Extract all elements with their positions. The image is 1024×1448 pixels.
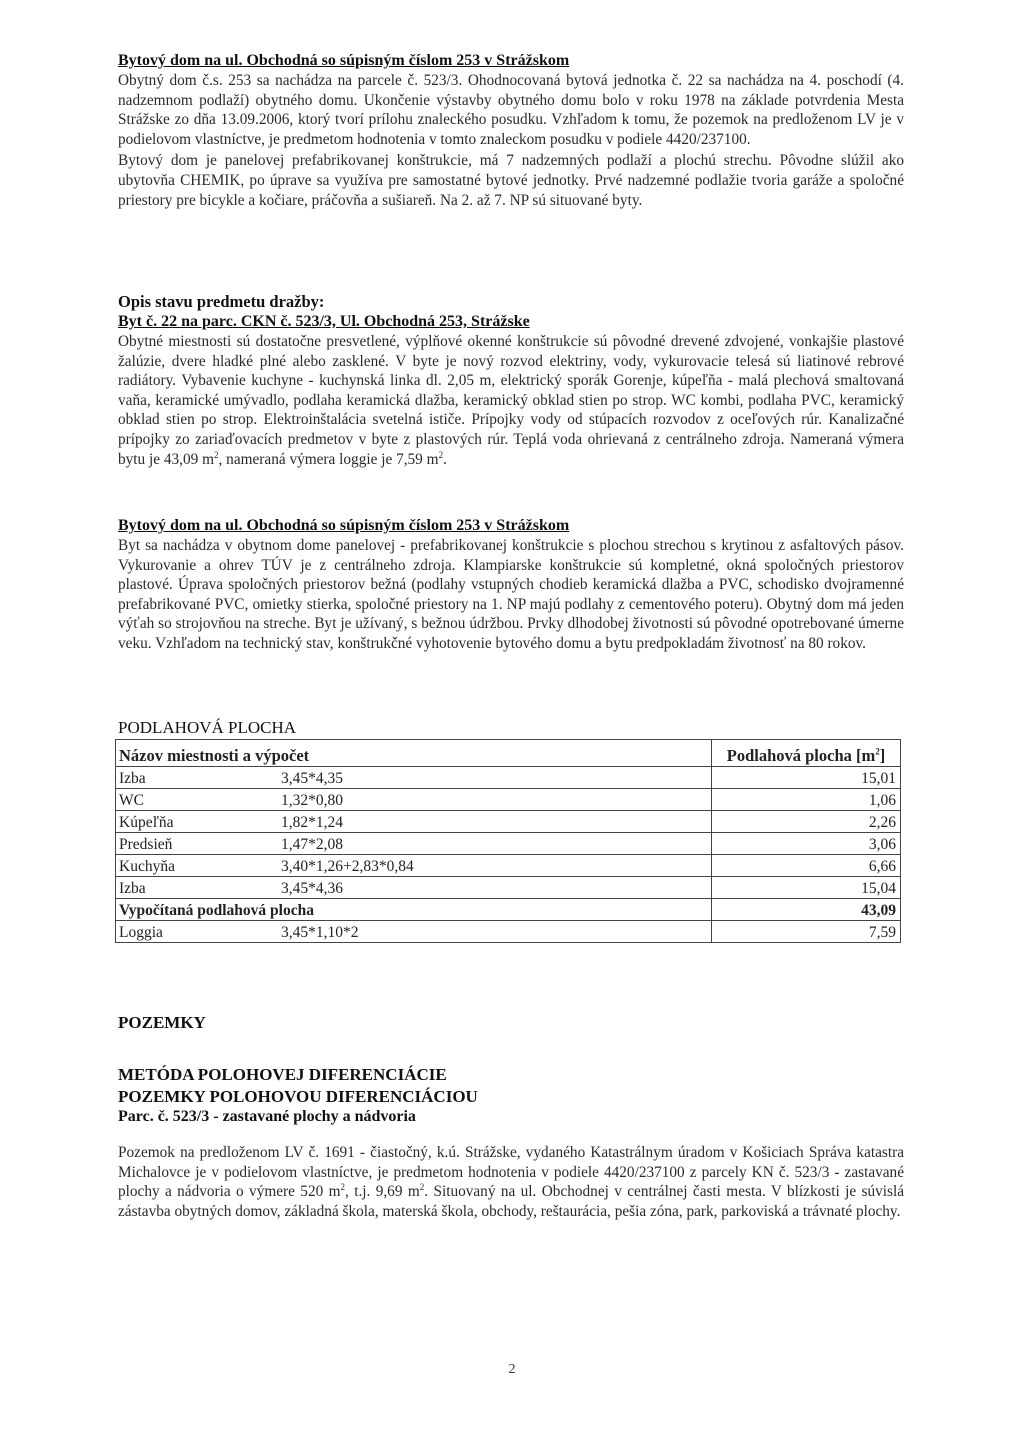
paragraph: Obytný dom č.s. 253 sa nachádza na parcele č. 523/3. Ohodnocovaná bytová jednotka č. 22 sa nachádza na 4. poschodí (4. nadzemnom podlaží) obytného domu. Ukončenie výstavby obytného domu bolo v roku 1978 na základe potvrdenia Mesta Strážske zo dňa 13.09.2006, ktorý tvorí prílohu znaleckého posudku. Vzhľadom k tomu, že pozemok na predloženom LV je v podielovom vlastníctve, je predmetom hodnotenia v tomto znaleckom posudku v podiele 4420/237100. xyxy=(118,72,904,148)
floor-area-title: PODLAHOVÁ PLOCHA xyxy=(118,718,297,737)
method-title: METÓDA POLOHOVEJ DIFERENCIÁCIE xyxy=(118,1065,447,1084)
room-calc: 3,45*1,10*2 xyxy=(281,924,359,941)
floor-area-title-wrap xyxy=(118,717,904,738)
room-area: 7,59 xyxy=(712,921,901,943)
column-header: Názov miestnosti a výpočet xyxy=(116,740,712,767)
room-area: 15,01 xyxy=(712,767,901,789)
room-cell xyxy=(116,767,712,789)
table-row xyxy=(116,767,901,789)
section-heading: Bytový dom na ul. Obchodná so súpisným číslom 253 v Strážskom xyxy=(118,52,570,69)
room-calc: 3,40*1,26+2,83*0,84 xyxy=(281,858,414,875)
method-subtitle: POZEMKY POLOHOVOU DIFERENCIÁCIOU xyxy=(118,1087,478,1106)
table-row xyxy=(116,789,901,811)
room-calc: 3,45*4,36 xyxy=(281,880,343,897)
header-text: Podlahová plocha [m xyxy=(726,746,876,765)
room-name: WC xyxy=(119,792,144,809)
room-name: Predsieň xyxy=(119,836,173,853)
room-cell xyxy=(116,811,712,833)
superscript: 2 xyxy=(214,449,219,460)
superscript: 2 xyxy=(438,449,444,460)
total-value: 43,09 xyxy=(712,899,901,921)
section-auction-state xyxy=(118,292,904,469)
section-building-description xyxy=(118,516,904,654)
total-row xyxy=(116,899,901,921)
room-name: Kuchyňa xyxy=(119,858,175,875)
room-area: 6,66 xyxy=(712,855,901,877)
paragraph xyxy=(118,1143,904,1221)
superscript: 2 xyxy=(340,1182,345,1193)
table-row xyxy=(116,811,901,833)
header-text: ] xyxy=(879,746,886,765)
room-calc: 3,45*4,35 xyxy=(281,770,343,787)
room-cell xyxy=(116,877,712,899)
text: . Situovaný na ul. Obchodnej v centrálnej časti mesta. V blízkosti je súvislá zástavba obytných domov, základná škola, materská škola, obchody, reštaurácia, pešia zóna, park, parkoviská a trávnaté plochy. xyxy=(118,1183,904,1220)
text: Pozemok na predloženom LV č. 1691 - čiastočný, k.ú. Strážske, vydaného Katastrálnym úradom v Košiciach Správa katastra Michalovce je v podielovom vlastníctve, je predmetom hodnotenia v podiele 4420/237100 z parcely KN č. 523/3 - zastavané plochy a nádvoria o výmere 520 m xyxy=(118,1144,904,1201)
section-heading: Opis stavu predmetu dražby: xyxy=(118,292,325,311)
room-area: 2,26 xyxy=(712,811,901,833)
room-name: Kúpeľňa xyxy=(119,814,174,831)
room-area: 15,04 xyxy=(712,877,901,899)
room-cell xyxy=(116,833,712,855)
superscript: 2 xyxy=(419,1182,425,1193)
floor-area-table xyxy=(115,739,901,943)
text: Obytné miestnosti sú dostatočne presvetlené, výplňové okenné konštrukcie sú pôvodné drevené zdvojené, vonkajšie plastové žalúzie, dvere hladké plné alebo zasklené. V byte je nový rozvod elektriny, vody, vykurovacie telesá sú liatinové rebrové radiátory. Vybavenie kuchyne - kuchynská linka dl. 2,05 m, elektrický sporák Gorenje, kúpeľňa - malá plechová smaltovaná vaňa, keramické umývadlo, podlaha keramická dlažba, keramický obklad stien po strop. WC kombi, podlaha PVC, keramický obklad stien po strop. Elektroinštalácia svetelná ističe. Prípojky vody od stúpacích rozvodov z oceľových rúr. Kanalizačné prípojky zo zariaďovacích predmetov v byte z plastových rúr. Teplá voda ohrievaná z centrálneho zdroja. Nameraná výmera bytu je 43,09 m xyxy=(118,333,904,468)
paragraph xyxy=(118,332,904,469)
room-area: 3,06 xyxy=(712,833,901,855)
text: , nameraná výmera loggie je 7,59 m xyxy=(218,450,439,468)
table-row xyxy=(116,921,901,943)
room-cell xyxy=(116,855,712,877)
table-header-row xyxy=(116,740,901,767)
land-description xyxy=(118,1143,904,1221)
parcel-line: Parc. č. 523/3 - zastavané plochy a nádvoria xyxy=(118,1108,416,1125)
text: . xyxy=(443,450,447,468)
superscript: 2 xyxy=(875,746,880,757)
column-header xyxy=(712,740,901,767)
land-title: POZEMKY xyxy=(118,1013,206,1032)
total-label: Vypočítaná podlahová plocha xyxy=(116,899,712,921)
page-number: 2 xyxy=(508,1362,516,1377)
table-row xyxy=(116,833,901,855)
room-name: Loggia xyxy=(119,924,163,941)
land-method xyxy=(118,1065,904,1127)
room-calc: 1,47*2,08 xyxy=(281,836,343,853)
room-name: Izba xyxy=(119,770,146,787)
text: , t.j. 9,69 m xyxy=(345,1183,420,1201)
table-row xyxy=(116,855,901,877)
room-calc: 1,82*1,24 xyxy=(281,814,343,831)
flat-subheading: Byt č. 22 na parc. CKN č. 523/3, Ul. Obchodná 253, Strážske xyxy=(118,313,530,330)
room-calc: 1,32*0,80 xyxy=(281,792,343,809)
section-building-intro xyxy=(118,51,904,210)
land-title-wrap xyxy=(118,1013,904,1033)
paragraph: Bytový dom je panelovej prefabrikovanej konštrukcie, má 7 nadzemných podlaží a plochú strechu. Pôvodne slúžil ako ubytovňa CHEMIK, po úprave sa využíva pre samostatné bytové jednotky. Prvé nadzemné podlažie tvoria garáže a spoločné priestory pre bicykle a kočiare, práčovňa a sušiareň. Na 2. až 7. NP sú situované byty. xyxy=(118,152,904,209)
room-name: Izba xyxy=(119,880,146,897)
section-heading: Bytový dom na ul. Obchodná so súpisným číslom 253 v Strážskom xyxy=(118,517,570,534)
table-row xyxy=(116,877,901,899)
paragraph: Byt sa nachádza v obytnom dome panelovej - prefabrikovanej konštrukcie s plochou strechou s krytinou z asfaltových pásov. Vykurovanie a ohrev TÚV je z centrálneho zdroja. Klampiarske konštrukcie sú kompletné, okná spoločných priestorov plastové. Úprava spoločných priestorov bežná (podlahy vstupných chodieb keramická dlažba a PVC, schodisko dvojramenné prefabrikované PVC, omietky stierka, spoločné priestory na 1. NP majú podlahy z cementového poteru). Obytný dom má jeden výťah so strojovňou na streche. Byt je užívaný, s bežnou údržbou. Prvky dlhodobej životnosti sú pôvodné opotrebované úmerne veku. Vzhľadom na technický stav, konštrukčné vyhotovenie bytového domu a bytu predpokladám životnosť na 80 rokov. xyxy=(118,537,904,652)
room-cell xyxy=(116,921,712,943)
room-area: 1,06 xyxy=(712,789,901,811)
room-cell xyxy=(116,789,712,811)
